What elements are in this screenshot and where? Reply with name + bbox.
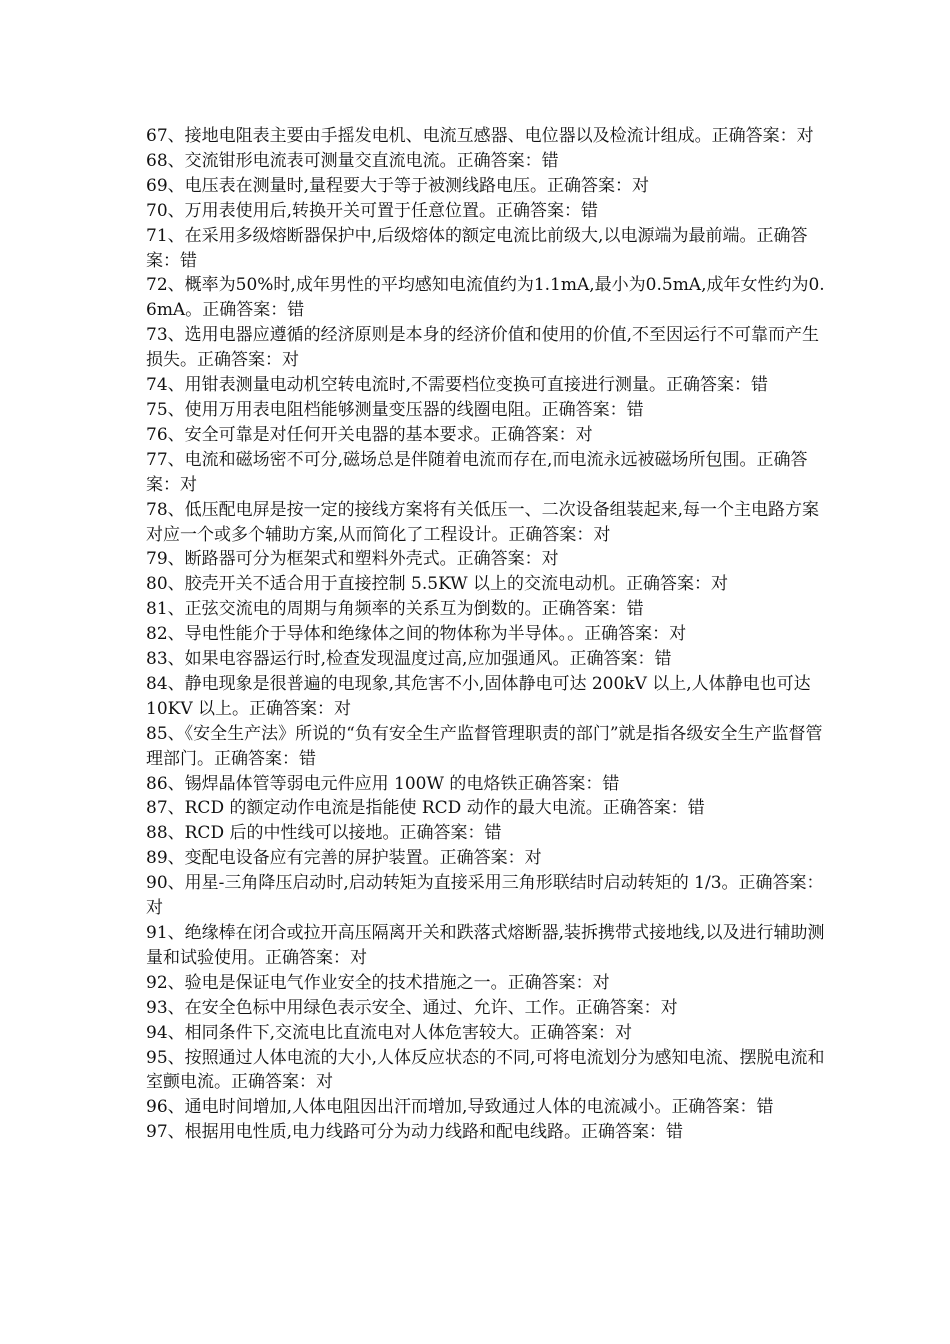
question-item: 77、电流和磁场密不可分,磁场总是伴随着电流而存在,而电流永远被磁场所包围。正确答案：对 bbox=[146, 449, 808, 495]
question-item: 74、用钳表测量电动机空转电流时,不需要档位变换可直接进行测量。正确答案：错 bbox=[146, 375, 769, 396]
question-item: 75、使用万用表电阻档能够测量变压器的线圈电阻。正确答案：错 bbox=[146, 399, 644, 420]
question-item: 71、在采用多级熔断器保护中,后级熔体的额定电流比前级大,以电源端为最前端。正确答案：错 bbox=[146, 225, 808, 271]
question-item: 85、《安全生产法》所说的“负有安全生产监督管理职责的部门”就是指各级安全生产监督管理部门。正确答案：错 bbox=[146, 723, 823, 769]
question-item: 83、如果电容器运行时,检查发现温度过高,应加强通风。正确答案：错 bbox=[146, 649, 672, 670]
question-item: 81、正弦交流电的周期与角频率的关系互为倒数的。正确答案：错 bbox=[146, 599, 644, 620]
question-item: 84、静电现象是很普遍的电现象,其危害不小,固体静电可达 200kV 以上,人体静电也可达 10KV 以上。正确答案：对 bbox=[146, 673, 811, 719]
question-item: 89、变配电设备应有完善的屏护装置。正确答案：对 bbox=[146, 848, 542, 869]
question-item: 95、按照通过人体电流的大小,人体反应状态的不同,可将电流划分为感知电流、摆脱电流和室颤电流。正确答案：对 bbox=[146, 1047, 825, 1093]
question-item: 79、断路器可分为框架式和塑料外壳式。正确答案：对 bbox=[146, 549, 559, 570]
question-item: 78、低压配电屏是按一定的接线方案将有关低压一、二次设备组装起来,每一个主电路方案对应一个或多个辅助方案,从而简化了工程设计。正确答案：对 bbox=[146, 499, 820, 545]
question-item: 90、用星-三角降压启动时,启动转矩为直接采用三角形联结时启动转矩的 1/3。正确答案：对 bbox=[146, 873, 824, 919]
question-item: 80、胶壳开关不适合用于直接控制 5.5KW 以上的交流电动机。正确答案：对 bbox=[146, 574, 729, 595]
question-item: 67、接地电阻表主要由手摇发电机、电流互感器、电位器以及检流计组成。正确答案：对 bbox=[146, 126, 814, 146]
question-item: 68、交流钳形电流表可测量交直流电流。正确答案：错 bbox=[146, 150, 559, 171]
question-item: 96、通电时间增加,人体电阻因出汗而增加,导致通过人体的电流减小。正确答案：错 bbox=[146, 1097, 774, 1118]
question-item: 73、选用电器应遵循的经济原则是本身的经济价值和使用的价值,不至因运行不可靠而产生损失。正确答案：对 bbox=[146, 325, 820, 371]
question-item: 92、验电是保证电气作业安全的技术措施之一。正确答案：对 bbox=[146, 972, 610, 993]
question-item: 93、在安全色标中用绿色表示安全、通过、允许、工作。正确答案：对 bbox=[146, 997, 678, 1018]
question-item: 87、RCD 的额定动作电流是指能使 RCD 动作的最大电流。正确答案：错 bbox=[146, 798, 705, 819]
question-item: 69、电压表在测量时,量程要大于等于被测线路电压。正确答案：对 bbox=[146, 175, 650, 196]
question-item: 70、万用表使用后,转换开关可置于任意位置。正确答案：错 bbox=[146, 200, 599, 221]
question-item: 88、RCD 后的中性线可以接地。正确答案：错 bbox=[146, 823, 502, 844]
question-item: 86、锡焊晶体管等弱电元件应用 100W 的电烙铁正确答案：错 bbox=[146, 773, 620, 794]
question-item: 91、绝缘棒在闭合或拉开高压隔离开关和跌落式熔断器,装拆携带式接地线,以及进行辅助测量和试验使用。正确答案：对 bbox=[146, 923, 825, 968]
question-item: 76、安全可靠是对任何开关电器的基本要求。正确答案：对 bbox=[146, 424, 593, 445]
question-item: 72、概率为50%时,成年男性的平均感知电流值约为1.1mA,最小为0.5mA,成年女性约为0.6mA。正确答案：错 bbox=[146, 275, 825, 321]
question-item: 97、根据用电性质,电力线路可分为动力线路和配电线路。正确答案：错 bbox=[146, 1122, 684, 1143]
question-item: 94、相同条件下,交流电比直流电对人体危害较大。正确答案：对 bbox=[146, 1022, 633, 1043]
question-list bbox=[146, 124, 826, 1145]
question-item: 82、导电性能介于导体和绝缘体之间的物体称为半导体。。正确答案：对 bbox=[146, 624, 687, 645]
